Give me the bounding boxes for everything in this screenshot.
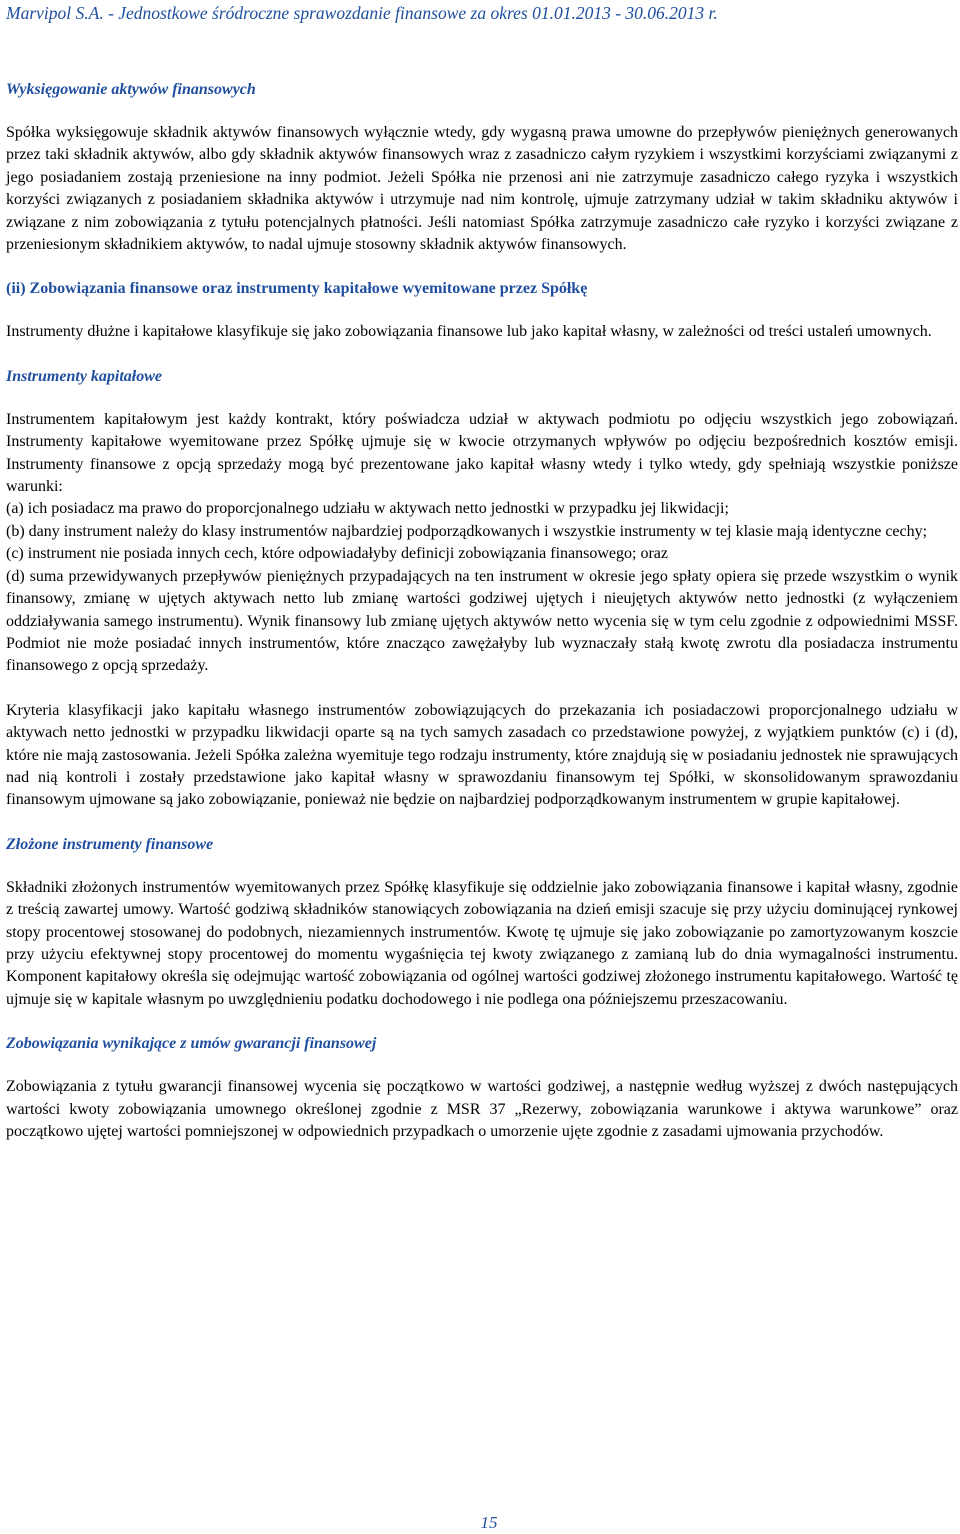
paragraph-derecognition: Spółka wyksięgowuje składnik aktywów finansowych wyłącznie wtedy, gdy wygasną prawa umowne do przepływów pieniężnych generowanych przez taki składnik aktywów, albo gdy składnik aktywów finansowych wraz z zasadniczo całym ryzykiem i wszystkimi korzyściami związanymi z jego posiadaniem zostają przeniesione na inny podmiot. Jeżeli Spółka nie przenosi ani nie zatrzymuje zasadniczo całego ryzyka i wszystkich korzyści związanych z posiadaniem składnika aktywów i utrzymuje nad nim kontrolę, ujmuje zatrzymany udział w takim składniku aktywów i związane z nim zobowiązania z tytułu potencjalnych płatności. Jeśli natomiast Spółka zatrzymuje zasadniczo całe ryzyko i korzyści związane z przeniesionym składnikiem aktywów, to nadal ujmuje stosowny składnik aktywów finansowych. bbox=[6, 124, 958, 254]
paragraph-compound-instruments: Składniki złożonych instrumentów wyemitowanych przez Spółkę klasyfikuje się oddzielnie jako zobowiązania finansowe i kapitał własny, zgodnie z treścią zawartej umowy. Wartość godziwą składników stanowiących zobowiązania na dzień emisji szacuje się przy użyciu dominującej rynkowej stopy procentowej stosowanej do podobnych, niezamiennych instrumentów. Kwotę tę ujmuje się jako zobowiązanie po zamortyzowanym koszcie przy użyciu efektywnej stopy procentowej do momentu wygaśnięcia tej kwoty związanego z zamianą lub do dnia wymagalności instrumentu. Komponent kapitałowy określa się odejmując wartość zobowiązania od ogólnej wartości godziwej złożonego instrumentu kapitałowego. Wartość tę ujmuje się w kapitale własnym po uwzględnieniu podatku dochodowego i nie podlega ona późniejszemu przeszacowaniu. bbox=[6, 878, 958, 1008]
document-body bbox=[6, 79, 958, 1143]
paragraph-liabilities-equity: Instrumenty dłużne i kapitałowe klasyfikuje się jako zobowiązania finansowe lub jako kapitał własny, w zależności od treści ustaleń umownych. bbox=[6, 323, 932, 341]
section-heading-liabilities-equity: (ii) Zobowiązania finansowe oraz instrumenty kapitałowe wyemitowane przez Spółkę bbox=[6, 280, 588, 298]
page-number: 15 bbox=[480, 1513, 498, 1532]
list-item-b: (b) dany instrument należy do klasy instrumentów najbardziej podporządkowanych i wszystkie instrumenty w tej klasie mają identyczne cechy; bbox=[6, 522, 928, 540]
list-item-c: (c) instrument nie posiada innych cech, które odpowiadałyby definicji zobowiązania finansowego; oraz bbox=[6, 545, 668, 563]
section-heading-derecognition: Wyksięgowanie aktywów finansowych bbox=[6, 81, 256, 98]
section-heading-guarantees: Zobowiązania wynikające z umów gwarancji finansowej bbox=[6, 1035, 377, 1053]
paragraph-equity-instruments: Instrumentem kapitałowym jest każdy kontrakt, który poświadcza udział w aktywach podmiotu po odjęciu wszystkich jego zobowiązań. Instrumenty kapitałowe wyemitowane przez Spółkę ujmuje się w kwocie otrzymanych wpływów po odjęciu bezpośrednich kosztów emisji. Instrumenty finansowe z opcją sprzedaży mogą być prezentowane jako kapitał własny wtedy i tylko wtedy, gdy spełniają wszystkie poniższe warunki: bbox=[6, 410, 958, 496]
section-heading-equity-instruments: Instrumenty kapitałowe bbox=[6, 367, 163, 385]
running-header: Marvipol S.A. - Jednostkowe śródroczne sprawozdanie finansowe za okres 01.01.2013 - 30.06.2013 r. bbox=[6, 3, 718, 23]
paragraph-classification-criteria: Kryteria klasyfikacji jako kapitału własnego instrumentów zobowiązujących do przekazania ich posiadaczowi proporcjonalnego udziału w aktywach netto jednostki w przypadku likwidacji oparte są na tych samych zasadach co przedstawione powyżej, z wyjątkiem punktów (c) i (d), które nie mają zastosowania. Jeżeli Spółka zależna wyemituje tego rodzaju instrumenty, które znajdują się w posiadaniu jednostek nie sprawujących nad nią kontroli i zostały przedstawione jako kapitał własny w sprawozdaniu finansowym tej Spółki, w skonsolidowanym sprawozdaniu finansowym ujmowane są jako zobowiązanie, ponieważ nie będzie on najbardziej podporządkowanym instrumentem w grupie kapitałowej. bbox=[6, 701, 958, 809]
section-heading-compound-instruments: Złożone instrumenty finansowe bbox=[6, 835, 214, 853]
paragraph-guarantees: Zobowiązania z tytułu gwarancji finansowej wycenia się początkowo w wartości godziwej, a następnie według wyższej z dwóch następujących wartości kwoty zobowiązania umownego określonej zgodnie z MSR 37 „Rezerwy, zobowiązania warunkowe i aktywa warunkowe” oraz początkowo ujętej wartości pomniejszonej w odpowiednich przypadkach o umorzenie ujęte zgodnie z zasadami ujmowania przychodów. bbox=[6, 1078, 958, 1140]
list-item-a: (a) ich posiadacz ma prawo do proporcjonalnego udziału w aktywach netto jednostki w przypadku jej likwidacji; bbox=[6, 500, 729, 518]
list-item-d: (d) suma przewidywanych przepływów pieniężnych przypadających na ten instrument w okresie jego spłaty opiera się przede wszystkim o wynik finansowy, zmianę w ujętych aktywach netto lub zmianę wartości godziwej ujętych i nieujętych aktywów netto jednostki (z wyłączeniem oddziaływania samego instrumentu). Wynik finansowy lub zmianę ujętych aktywów netto wycenia się w tym celu zgodnie z odpowiednimi MSSF. Podmiot nie może posiadać innych instrumentów, które znacząco zawężałyby lub wyznaczały stałą kwotę zwrotu dla posiadacza instrumentu finansowego z opcją sprzedaży. bbox=[6, 567, 958, 675]
